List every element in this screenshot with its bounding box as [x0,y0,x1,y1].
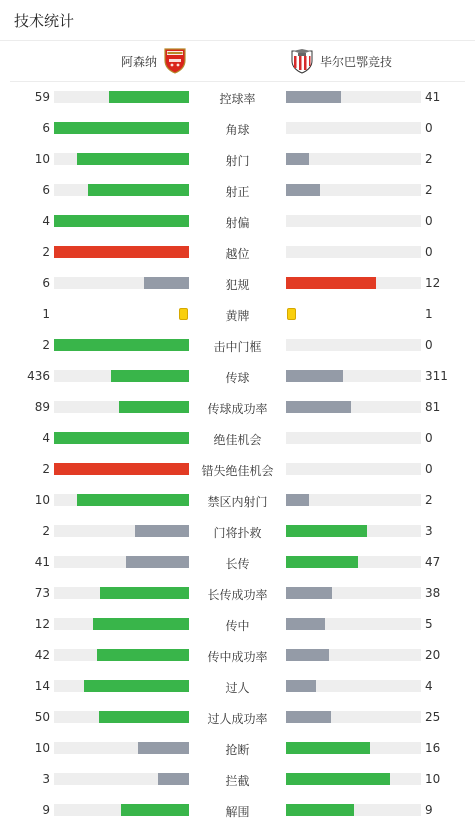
away-stat-bar [286,91,341,103]
stat-label: 击中门框 [213,340,262,354]
away-stat-track [286,401,421,413]
home-stat-value: 436 [27,369,50,383]
home-team[interactable] [121,48,187,74]
home-stat-value: 4 [42,214,50,228]
away-stat-track [286,153,421,165]
home-team-name: 阿森纳 [120,54,157,69]
home-stat-track [54,773,189,785]
away-stat-bar [286,711,331,723]
home-stat-bar [119,401,189,413]
home-stat-track [54,339,189,351]
away-stat-track [286,525,421,537]
away-stat-value: 2 [425,493,433,507]
away-stat-bar [286,525,367,537]
away-stat-value: 10 [425,772,441,786]
away-stat-track [286,711,421,723]
stat-label: 犯规 [225,278,250,292]
away-stat-value: 25 [425,710,441,724]
stat-label: 绝佳机会 [213,433,262,447]
home-stat-value: 6 [42,276,50,290]
away-stat-value: 2 [425,152,433,166]
away-stat-track [286,618,421,630]
away-stat-bar [286,494,309,506]
home-stat-track [54,215,189,227]
away-stat-value: 20 [425,648,441,662]
home-stat-value: 2 [42,245,50,259]
away-stat-bar [286,773,390,785]
stat-row [0,578,475,609]
stat-row [0,609,475,640]
home-stat-bar [77,153,189,165]
away-stat-track [286,370,421,382]
stat-row [0,640,475,671]
home-stat-bar [77,494,189,506]
stat-label: 禁区内射门 [207,495,268,509]
away-stat-track [286,804,421,816]
home-stat-value: 3 [42,772,50,786]
home-stat-value: 14 [34,679,50,693]
stat-row [0,671,475,702]
home-stat-value: 6 [42,183,50,197]
stat-label: 角球 [225,123,250,137]
stat-label: 越位 [225,247,250,261]
away-stat-value: 311 [425,369,448,383]
away-stat-value: 0 [425,214,433,228]
stat-label: 错失绝佳机会 [201,464,274,478]
away-stat-value: 38 [425,586,441,600]
home-stat-bar [88,184,189,196]
home-stat-track [54,370,189,382]
stat-row [0,361,475,392]
away-stat-value: 1 [425,307,433,321]
home-stat-bar [126,556,189,568]
stat-label: 射偏 [225,216,250,230]
home-stat-track [54,184,189,196]
home-stat-track [54,153,189,165]
teams-header [10,41,465,82]
home-stat-bar [109,91,189,103]
away-stat-value: 81 [425,400,441,414]
home-stat-value: 10 [34,493,50,507]
away-stat-bar [286,184,320,196]
home-stat-bar [121,804,189,816]
home-stat-track [54,649,189,661]
away-stat-track [286,339,421,351]
stat-row [0,516,475,547]
home-stat-track [54,525,189,537]
home-stat-track [54,556,189,568]
stat-label: 控球率 [219,92,256,106]
stat-label: 长传成功率 [207,588,268,602]
stat-label: 传中成功率 [207,650,268,664]
arsenal-crest-icon [163,48,187,74]
home-yellow-card-icon [179,308,188,320]
stat-row [0,237,475,268]
stat-row [0,175,475,206]
home-stat-value: 9 [42,803,50,817]
home-stat-bar [93,618,189,630]
away-team[interactable] [290,48,392,74]
home-stat-track [54,122,189,134]
stat-label: 门将扑救 [213,526,262,540]
stat-row [0,299,475,330]
home-stat-bar [100,587,189,599]
away-stat-bar [286,680,316,692]
away-stat-bar [286,649,329,661]
away-stat-value: 9 [425,803,433,817]
stat-row [0,795,475,826]
home-stat-track [54,711,189,723]
home-stat-track [54,463,189,475]
stat-row [0,454,475,485]
stat-label: 射门 [225,154,250,168]
stat-label: 拦截 [225,774,250,788]
away-stat-value: 3 [425,524,433,538]
home-stat-track [54,618,189,630]
home-stat-value: 4 [42,431,50,445]
home-stat-track [54,742,189,754]
stat-row [0,547,475,578]
home-stat-bar [144,277,189,289]
away-stat-track [286,556,421,568]
away-stat-value: 0 [425,338,433,352]
away-stat-bar [286,153,309,165]
away-stat-track [286,184,421,196]
away-stat-track [286,742,421,754]
stat-label: 过人 [225,681,250,695]
home-stat-track [54,277,189,289]
home-stat-value: 50 [34,710,50,724]
stat-row [0,206,475,237]
stat-label: 传球成功率 [207,402,268,416]
away-stat-value: 41 [425,90,441,104]
away-stat-bar [286,277,376,289]
away-stat-track [286,494,421,506]
home-stat-track [54,246,189,258]
stat-label: 过人成功率 [207,712,268,726]
home-stat-value: 1 [42,307,50,321]
home-stat-value: 10 [34,741,50,755]
home-stat-bar [135,525,189,537]
away-stat-track [286,432,421,444]
stat-label: 黄牌 [225,309,250,323]
away-stat-track [286,649,421,661]
stat-label: 长传 [225,557,250,571]
home-stat-value: 2 [42,338,50,352]
away-stat-value: 0 [425,245,433,259]
stat-row [0,144,475,175]
away-stat-value: 16 [425,741,441,755]
away-stat-bar [286,742,370,754]
home-stat-value: 10 [34,152,50,166]
home-stat-bar [99,711,189,723]
away-stat-value: 4 [425,679,433,693]
stat-row [0,423,475,454]
home-stat-track [54,91,189,103]
away-stat-value: 0 [425,462,433,476]
home-stat-bar [54,122,189,134]
home-stat-bar [138,742,189,754]
home-stat-bar [54,463,189,475]
page-header [0,0,475,41]
away-stat-bar [286,370,343,382]
stat-row [0,268,475,299]
stat-row [0,330,475,361]
home-stat-value: 6 [42,121,50,135]
away-stat-value: 47 [425,555,441,569]
away-stat-bar [286,401,351,413]
away-stat-value: 2 [425,183,433,197]
away-stat-track [286,246,421,258]
home-stat-bar [84,680,189,692]
home-stat-track [54,494,189,506]
stat-row [0,702,475,733]
away-team-name: 毕尔巴鄂竞技 [320,54,393,69]
home-stat-bar [111,370,189,382]
home-stat-value: 12 [34,617,50,631]
home-stat-value: 89 [34,400,50,414]
stat-row [0,764,475,795]
home-stat-track [54,432,189,444]
away-stat-track [286,277,421,289]
away-stat-track [286,122,421,134]
stat-label: 传球 [225,371,250,385]
home-stat-value: 42 [34,648,50,662]
home-stat-bar [158,773,189,785]
home-stat-track [54,680,189,692]
away-stat-value: 12 [425,276,441,290]
home-stat-bar [54,339,189,351]
away-stat-value: 0 [425,121,433,135]
home-stat-bar [54,432,189,444]
athletic-bilbao-crest-icon [290,48,314,74]
away-stat-bar [286,618,325,630]
home-stat-value: 73 [34,586,50,600]
home-stat-track [54,587,189,599]
home-stat-bar [97,649,189,661]
away-stat-track [286,91,421,103]
away-stat-bar [286,804,354,816]
home-stat-value: 59 [34,90,50,104]
away-stat-track [286,215,421,227]
stat-label: 解围 [225,805,250,819]
home-stat-bar [54,215,189,227]
away-stat-track [286,463,421,475]
away-stat-value: 5 [425,617,433,631]
away-stat-track [286,773,421,785]
home-stat-value: 2 [42,524,50,538]
home-stat-value: 41 [34,555,50,569]
stat-row [0,733,475,764]
stat-row [0,113,475,144]
home-stat-track [54,401,189,413]
home-stat-bar [54,246,189,258]
away-stat-value: 0 [425,431,433,445]
stat-label: 传中 [225,619,250,633]
stat-label: 射正 [225,185,250,199]
stat-row [0,82,475,113]
stat-row [0,392,475,423]
stat-label: 抢断 [225,743,250,757]
away-yellow-card-icon [287,308,296,320]
away-stat-track [286,587,421,599]
home-stat-track [54,804,189,816]
away-stat-bar [286,587,332,599]
away-stat-bar [286,556,358,568]
home-stat-value: 2 [42,462,50,476]
away-stat-track [286,680,421,692]
page-title: 技术统计 [14,12,75,30]
stat-row [0,485,475,516]
